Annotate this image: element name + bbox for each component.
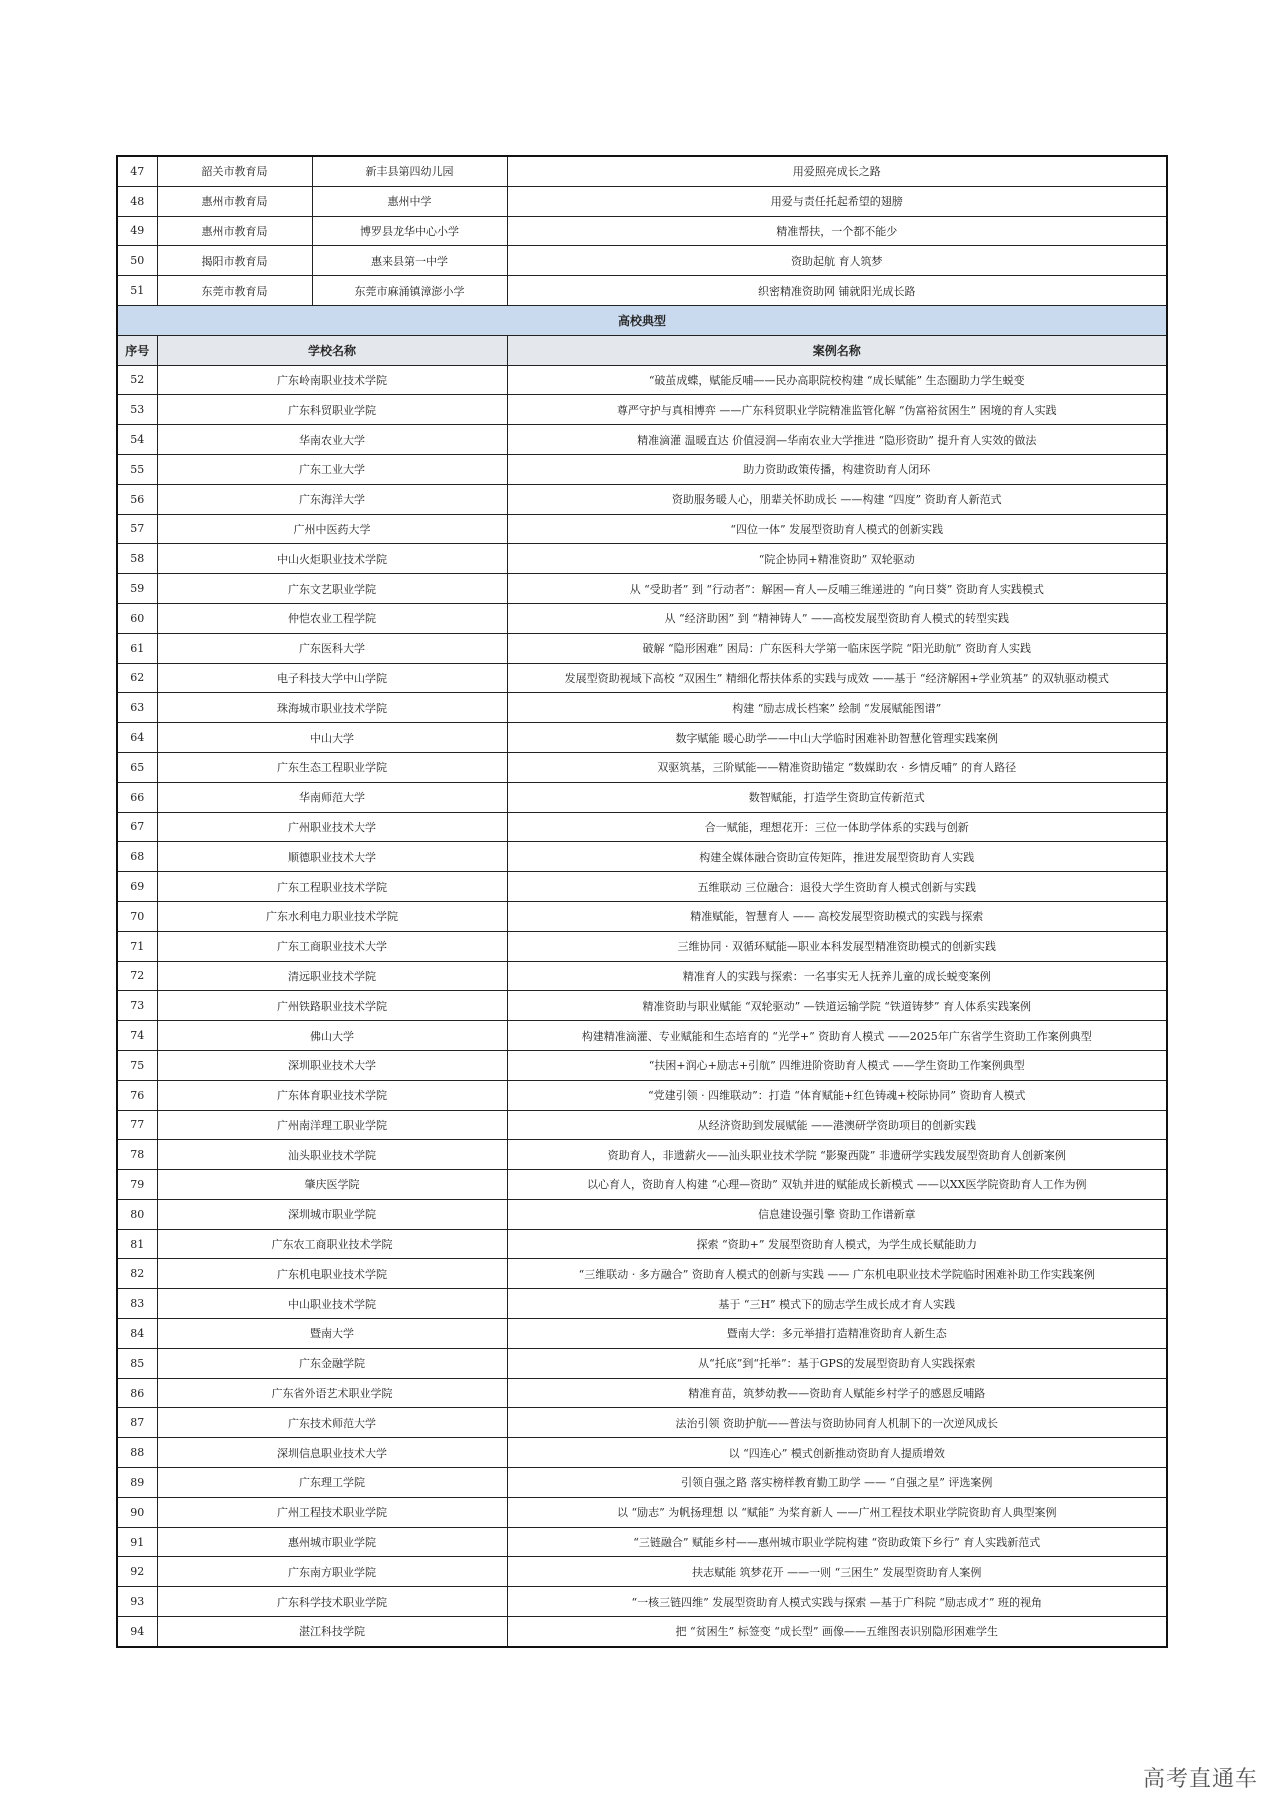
case-name: 以 “励志” 为帆扬理想 以 “赋能” 为桨育新人 ——广州工程技术职业学院资助育人典型案例 (507, 1497, 1167, 1527)
case-name: 破解 “隐形困难” 困局：广东医科大学第一临床医学院 “阳光助航” 资助育人实践 (507, 633, 1167, 663)
school-name: 广东工商职业技术大学 (157, 931, 507, 961)
row-number: 83 (117, 1289, 157, 1319)
row-number: 60 (117, 603, 157, 633)
school-name: 广东水利电力职业技术学院 (157, 901, 507, 931)
watermark: 高考直通车 (1142, 1767, 1258, 1792)
table-row (117, 1617, 1167, 1647)
row-number: 68 (117, 842, 157, 872)
table-row (117, 663, 1167, 693)
school-name: 中山职业技术学院 (157, 1289, 507, 1319)
table-row (117, 961, 1167, 991)
school-name: 深圳城市职业学院 (157, 1199, 507, 1229)
case-name: 扶志赋能 筑梦花开 ——一则 “三困生” 发展型资助育人案例 (507, 1557, 1167, 1587)
school-name: 广东农工商职业技术学院 (157, 1229, 507, 1259)
row-number: 71 (117, 931, 157, 961)
case-name: 双驱筑基，三阶赋能——精准资助锚定 “数媒助农 · 乡情反哺” 的育人路径 (507, 752, 1167, 782)
case-name: 精准赋能，智慧育人 —— 高校发展型资助模式的实践与探索 (507, 901, 1167, 931)
table-row (117, 484, 1167, 514)
school-name: 新丰县第四幼儿园 (312, 156, 507, 186)
school-name: 广东技术师范大学 (157, 1408, 507, 1438)
row-number: 52 (117, 365, 157, 395)
case-name: “院企协同+精准资助” 双轮驱动 (507, 544, 1167, 574)
case-name: 从“托底”到“托举”：基于GPS的发展型资助育人实践探索 (507, 1348, 1167, 1378)
row-number: 64 (117, 723, 157, 753)
school-name: 汕头职业技术学院 (157, 1140, 507, 1170)
row-number: 48 (117, 186, 157, 216)
row-number: 84 (117, 1319, 157, 1349)
school-name: 广东机电职业技术学院 (157, 1259, 507, 1289)
table-row (117, 633, 1167, 663)
row-number: 72 (117, 961, 157, 991)
table-row (117, 1348, 1167, 1378)
university-section (117, 305, 1167, 365)
school-name: 广州铁路职业技术学院 (157, 991, 507, 1021)
case-name: 以心育人，资助育人构建 “心理—资助” 双轨并进的赋能成长新模式 ——以XX医学院资助育人工作为例 (507, 1170, 1167, 1200)
row-number: 78 (117, 1140, 157, 1170)
table-row (117, 931, 1167, 961)
school-name: 清远职业技术学院 (157, 961, 507, 991)
row-number: 58 (117, 544, 157, 574)
case-name: “破茧成蝶，赋能反哺——民办高职院校构建 “成长赋能” 生态圈助力学生蜕变 (507, 365, 1167, 395)
row-number: 70 (117, 901, 157, 931)
row-number: 88 (117, 1438, 157, 1468)
table-row (117, 1199, 1167, 1229)
table-row (117, 1497, 1167, 1527)
school-name: 广州工程技术职业学院 (157, 1497, 507, 1527)
school-name: 广州中医药大学 (157, 514, 507, 544)
table-row (117, 1319, 1167, 1349)
case-name: 引领自强之路 落实榜样教育勤工助学 —— “自强之星” 评选案例 (507, 1468, 1167, 1498)
education-bureau: 揭阳市教育局 (157, 246, 312, 276)
row-number: 87 (117, 1408, 157, 1438)
row-number: 69 (117, 872, 157, 902)
row-number: 85 (117, 1348, 157, 1378)
case-name: “三链融合” 赋能乡村——惠州城市职业学院构建 “资助政策下乡行” 育人实践新范式 (507, 1527, 1167, 1557)
school-name: 广东体育职业技术学院 (157, 1080, 507, 1110)
table-row (117, 1557, 1167, 1587)
case-name: 助力资助政策传播，构建资助育人闭环 (507, 454, 1167, 484)
table-row (117, 1050, 1167, 1080)
education-bureau: 韶关市教育局 (157, 156, 312, 186)
school-name: 中山大学 (157, 723, 507, 753)
section-title-row (117, 305, 1167, 335)
table-row (117, 812, 1167, 842)
table-row (117, 1408, 1167, 1438)
table-row (117, 872, 1167, 902)
case-name: “四位一体” 发展型资助育人模式的创新实践 (507, 514, 1167, 544)
case-name: 发展型资助视域下高校 “双困生” 精细化帮扶体系的实践与成效 ——基于 “经济解困+学业筑基” 的双轨驱动模式 (507, 663, 1167, 693)
school-name: 广东生态工程职业学院 (157, 752, 507, 782)
case-name: 构建全媒体融合资助宣传矩阵，推进发展型资助育人实践 (507, 842, 1167, 872)
table-row (117, 603, 1167, 633)
school-name: 仲恺农业工程学院 (157, 603, 507, 633)
school-name: 广东文艺职业学院 (157, 574, 507, 604)
table-row (117, 574, 1167, 604)
row-number: 81 (117, 1229, 157, 1259)
case-name: 把 “贫困生” 标签变 “成长型” 画像——五维图表识别隐形困难学生 (507, 1617, 1167, 1647)
row-number: 94 (117, 1617, 157, 1647)
basic-education-rows (117, 156, 1167, 305)
table-row (117, 365, 1167, 395)
row-number: 53 (117, 395, 157, 425)
table-row (117, 1021, 1167, 1051)
school-name: 广东省外语艺术职业学院 (157, 1378, 507, 1408)
table-row (117, 425, 1167, 455)
school-name: 广东工程职业技术学院 (157, 872, 507, 902)
table-row (117, 1110, 1167, 1140)
table-row (117, 901, 1167, 931)
school-name: 中山火炬职业技术学院 (157, 544, 507, 574)
case-name: 构建 “励志成长档案” 绘制 “发展赋能图谱” (507, 693, 1167, 723)
case-name: 资助服务暖人心，朋辈关怀助成长 ——构建 “四度” 资助育人新范式 (507, 484, 1167, 514)
row-number: 73 (117, 991, 157, 1021)
case-name: 织密精准资助网 铺就阳光成长路 (507, 276, 1167, 306)
school-name: 顺德职业技术大学 (157, 842, 507, 872)
case-name: 从 “受助者” 到 “行动者”：解困—育人—反哺三维递进的 “向日葵” 资助育人实践模式 (507, 574, 1167, 604)
school-name: 广东南方职业学院 (157, 1557, 507, 1587)
case-name: 精准滴灌 温暖直达 价值浸润—华南农业大学推进 “隐形资助” 提升育人实效的做法 (507, 425, 1167, 455)
school-name: 广东工业大学 (157, 454, 507, 484)
row-number: 61 (117, 633, 157, 663)
school-name: 惠州中学 (312, 186, 507, 216)
school-name: 华南农业大学 (157, 425, 507, 455)
table-row (117, 1259, 1167, 1289)
case-name: 数智赋能，打造学生资助宣传新范式 (507, 782, 1167, 812)
table-row (117, 1140, 1167, 1170)
table-row (117, 1438, 1167, 1468)
row-number: 56 (117, 484, 157, 514)
university-rows (117, 365, 1167, 1647)
row-number: 63 (117, 693, 157, 723)
school-name: 广东科学技术职业学院 (157, 1587, 507, 1617)
case-name: “三维联动 · 多方融合” 资助育人模式的创新与实践 —— 广东机电职业技术学院临时困难补助工作实践案例 (507, 1259, 1167, 1289)
case-name: 精准资助与职业赋能 “双轮驱动” —铁道运输学院 “铁道铸梦” 育人体系实践案例 (507, 991, 1167, 1021)
table-row (117, 1378, 1167, 1408)
row-number: 67 (117, 812, 157, 842)
school-name: 广东理工学院 (157, 1468, 507, 1498)
school-name: 佛山大学 (157, 1021, 507, 1051)
table-row (117, 454, 1167, 484)
school-name: 广州职业技术大学 (157, 812, 507, 842)
row-number: 75 (117, 1050, 157, 1080)
case-name: 数字赋能 暖心助学——中山大学临时困难补助智慧化管理实践案例 (507, 723, 1167, 753)
school-name: 深圳职业技术大学 (157, 1050, 507, 1080)
school-name: 深圳信息职业技术大学 (157, 1438, 507, 1468)
table-row (117, 842, 1167, 872)
section-title: 高校典型 (117, 305, 1167, 335)
row-number: 77 (117, 1110, 157, 1140)
table-row (117, 1289, 1167, 1319)
case-name: 探索 “资助+” 发展型资助育人模式，为学生成长赋能助力 (507, 1229, 1167, 1259)
table-row (117, 395, 1167, 425)
row-number: 90 (117, 1497, 157, 1527)
table-row (117, 216, 1167, 246)
header-number: 序号 (117, 335, 157, 365)
school-name: 广州南洋理工职业学院 (157, 1110, 507, 1140)
case-name: 从 “经济助困” 到 “精神铸人” ——高校发展型资助育人模式的转型实践 (507, 603, 1167, 633)
table-row (117, 1527, 1167, 1557)
case-name: 以 “四连心” 模式创新推动资助育人提质增效 (507, 1438, 1167, 1468)
row-number: 92 (117, 1557, 157, 1587)
row-number: 49 (117, 216, 157, 246)
education-bureau: 东莞市教育局 (157, 276, 312, 306)
education-bureau: 惠州市教育局 (157, 186, 312, 216)
table-row (117, 1468, 1167, 1498)
case-name: 信息建设强引擎 资助工作谱新章 (507, 1199, 1167, 1229)
row-number: 86 (117, 1378, 157, 1408)
school-name: 广东金融学院 (157, 1348, 507, 1378)
case-name: “党建引领 · 四维联动”：打造 “体育赋能+红色铸魂+校际协同” 资助育人模式 (507, 1080, 1167, 1110)
school-name: 肇庆医学院 (157, 1170, 507, 1200)
table-row (117, 186, 1167, 216)
row-number: 51 (117, 276, 157, 306)
table-row (117, 246, 1167, 276)
case-name: 从经济资助到发展赋能 ——港澳研学资助项目的创新实践 (507, 1110, 1167, 1140)
school-name: 广东医科大学 (157, 633, 507, 663)
row-number: 57 (117, 514, 157, 544)
table-row (117, 1080, 1167, 1110)
table-row (117, 1170, 1167, 1200)
table-row (117, 693, 1167, 723)
table-row (117, 723, 1167, 753)
school-name: 东莞市麻涌镇漳澎小学 (312, 276, 507, 306)
case-name: “扶困+润心+励志+引航” 四维进阶资助育人模式 ——学生资助工作案例典型 (507, 1050, 1167, 1080)
school-name: 惠来县第一中学 (312, 246, 507, 276)
row-number: 54 (117, 425, 157, 455)
case-name: 三维协同 · 双循环赋能—职业本科发展型精准资助模式的创新实践 (507, 931, 1167, 961)
row-number: 55 (117, 454, 157, 484)
table-row (117, 991, 1167, 1021)
school-name: 惠州城市职业学院 (157, 1527, 507, 1557)
case-name: 基于 “三H” 模式下的励志学生成长成才育人实践 (507, 1289, 1167, 1319)
case-name: 尊严守护与真相博弈 ——广东科贸职业学院精准监管化解 “伪富裕贫困生” 困境的育人实践 (507, 395, 1167, 425)
school-name: 电子科技大学中山学院 (157, 663, 507, 693)
case-name: 资助育人，非遗薪火——汕头职业技术学院 “影聚西陇” 非遗研学实践发展型资助育人创新案例 (507, 1140, 1167, 1170)
case-list-table (116, 155, 1168, 1648)
case-name: 法治引领 资助护航——普法与资助协同育人机制下的一次逆风成长 (507, 1408, 1167, 1438)
school-name: 湛江科技学院 (157, 1617, 507, 1647)
case-name: 用爱照亮成长之路 (507, 156, 1167, 186)
row-number: 74 (117, 1021, 157, 1051)
school-name: 广东岭南职业技术学院 (157, 365, 507, 395)
school-name: 华南师范大学 (157, 782, 507, 812)
row-number: 91 (117, 1527, 157, 1557)
case-name: 精准育苗，筑梦幼教——资助育人赋能乡村学子的感恩反哺路 (507, 1378, 1167, 1408)
row-number: 79 (117, 1170, 157, 1200)
column-header-row (117, 335, 1167, 365)
case-name: “一核三链四维” 发展型资助育人模式实践与探索 —基于广科院 “励志成才” 班的视角 (507, 1587, 1167, 1617)
education-bureau: 惠州市教育局 (157, 216, 312, 246)
row-number: 47 (117, 156, 157, 186)
table-row (117, 1229, 1167, 1259)
row-number: 66 (117, 782, 157, 812)
row-number: 65 (117, 752, 157, 782)
row-number: 59 (117, 574, 157, 604)
header-case: 案例名称 (507, 335, 1167, 365)
row-number: 82 (117, 1259, 157, 1289)
table-row (117, 544, 1167, 574)
case-name: 构建精准滴灌、专业赋能和生态培育的 “光学+” 资助育人模式 ——2025年广东省学生资助工作案例典型 (507, 1021, 1167, 1051)
case-name: 暨南大学：多元举措打造精准资助育人新生态 (507, 1319, 1167, 1349)
table-row (117, 156, 1167, 186)
row-number: 93 (117, 1587, 157, 1617)
case-name: 用爱与责任托起希望的翅膀 (507, 186, 1167, 216)
row-number: 62 (117, 663, 157, 693)
school-name: 广东海洋大学 (157, 484, 507, 514)
table-row (117, 276, 1167, 306)
school-name: 珠海城市职业技术学院 (157, 693, 507, 723)
header-school: 学校名称 (157, 335, 507, 365)
table-row (117, 514, 1167, 544)
row-number: 89 (117, 1468, 157, 1498)
table-row (117, 782, 1167, 812)
row-number: 50 (117, 246, 157, 276)
row-number: 80 (117, 1199, 157, 1229)
table-row (117, 752, 1167, 782)
case-name: 精准育人的实践与探索：一名事实无人抚养儿童的成长蜕变案例 (507, 961, 1167, 991)
row-number: 76 (117, 1080, 157, 1110)
case-name: 五维联动 三位融合：退役大学生资助育人模式创新与实践 (507, 872, 1167, 902)
school-name: 暨南大学 (157, 1319, 507, 1349)
case-name: 资助起航 育人筑梦 (507, 246, 1167, 276)
case-name: 精准帮扶，一个都不能少 (507, 216, 1167, 246)
school-name: 广东科贸职业学院 (157, 395, 507, 425)
table-row (117, 1587, 1167, 1617)
school-name: 博罗县龙华中心小学 (312, 216, 507, 246)
case-name: 合一赋能，理想花开：三位一体助学体系的实践与创新 (507, 812, 1167, 842)
